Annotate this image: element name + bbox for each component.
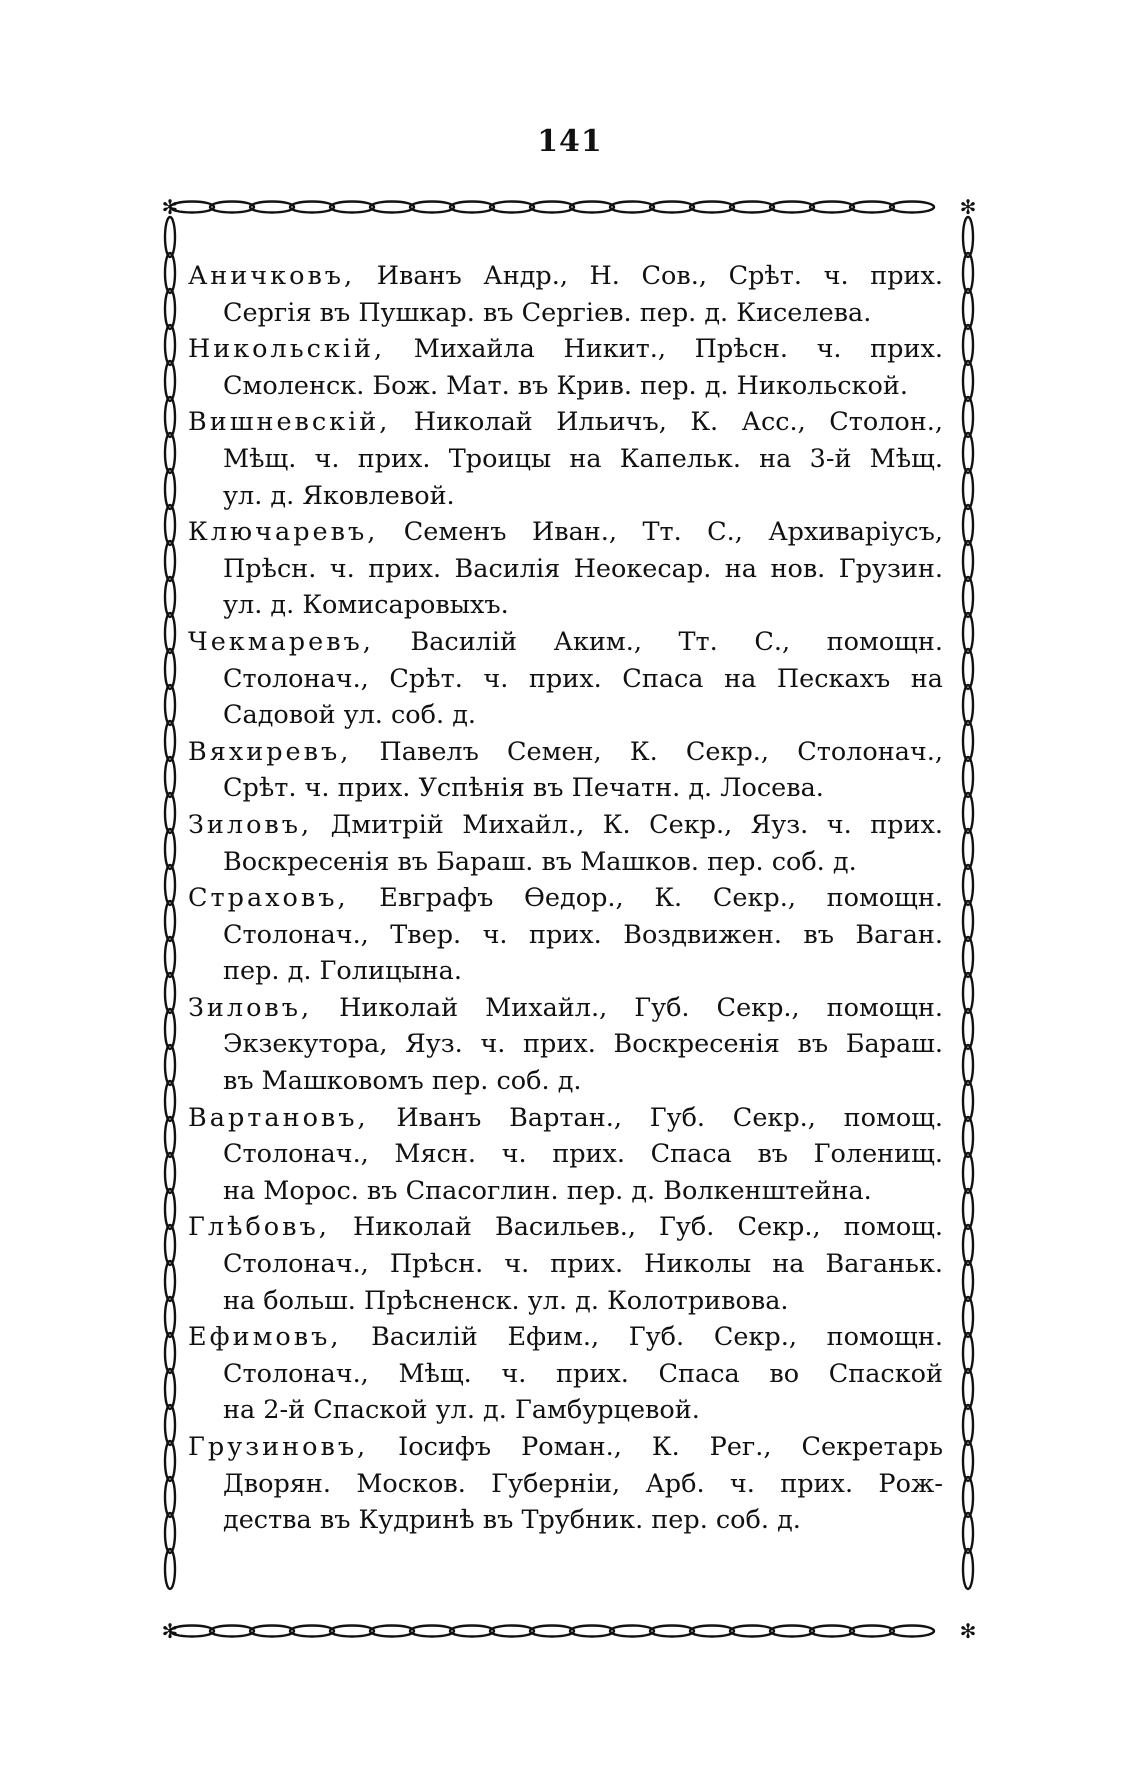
border-link bbox=[963, 613, 973, 653]
border-link bbox=[963, 757, 973, 797]
border-link bbox=[850, 1626, 894, 1637]
border-link bbox=[165, 289, 175, 329]
directory-entry bbox=[188, 514, 943, 624]
border-link bbox=[165, 577, 175, 617]
directory-entry bbox=[188, 258, 943, 331]
border-link bbox=[450, 1626, 494, 1637]
border-link bbox=[165, 1117, 175, 1157]
border-link bbox=[370, 1626, 414, 1637]
border-link bbox=[165, 613, 175, 653]
border-link bbox=[165, 973, 175, 1013]
border-link bbox=[810, 1626, 854, 1637]
entry-surname: Страховъ, bbox=[188, 883, 349, 914]
border-link bbox=[810, 202, 854, 213]
entry-details: Михайла Никит., Прѣсн. ч. прих. bbox=[385, 334, 943, 365]
border-link bbox=[165, 325, 175, 365]
border-link bbox=[165, 1153, 175, 1193]
corner-star-icon: ✻ bbox=[161, 195, 179, 219]
border-link bbox=[165, 1405, 175, 1445]
entry-continuation-line: Столонач., Мясн. ч. прих. Спаса въ Голенищ. bbox=[223, 1139, 943, 1170]
border-link bbox=[963, 1549, 973, 1589]
border-link bbox=[963, 973, 973, 1013]
border-link bbox=[963, 505, 973, 545]
entry-continuation-line: Экзекутора, Яуз. ч. прих. Воскресенія въ Бараш. bbox=[223, 1029, 943, 1060]
border-link bbox=[165, 469, 175, 509]
border-link bbox=[963, 937, 973, 977]
border-link bbox=[165, 1261, 175, 1301]
border-link bbox=[963, 1441, 973, 1481]
entry-surname: Чекмаревъ, bbox=[188, 626, 374, 657]
entry-continuation-line: Мѣщ. ч. прих. Троицы на Капельк. на 3-й Мѣщ. bbox=[223, 443, 943, 474]
directory-entry bbox=[188, 404, 943, 514]
entry-continuation-line: на больш. Прѣсненск. ул. д. Колотривова. bbox=[223, 1285, 789, 1316]
corner-star-icon: ✻ bbox=[959, 195, 977, 219]
entry-surname: Вяхиревъ, bbox=[188, 736, 352, 767]
border-link bbox=[963, 1297, 973, 1337]
border-link bbox=[963, 793, 973, 833]
border-link bbox=[165, 505, 175, 545]
border-link bbox=[963, 361, 973, 401]
border-link bbox=[165, 1549, 175, 1589]
border-link bbox=[890, 202, 934, 213]
border-link bbox=[165, 1333, 175, 1373]
entry-details: Николай Ильичъ, К. Асс., Столон., bbox=[390, 407, 943, 438]
border-link bbox=[210, 1626, 254, 1637]
entry-details: Семенъ Иван., Тт. С., Архиваріусъ, bbox=[378, 517, 943, 548]
entry-continuation-line: на 2-й Спаской ул. д. Гамбурцевой. bbox=[223, 1395, 700, 1426]
entry-continuation-line: Смоленск. Бож. Мат. въ Крив. пер. д. Никольской. bbox=[223, 370, 908, 401]
entry-details: Павелъ Семен, К. Секр., Столонач., bbox=[351, 736, 943, 767]
entry-details: Василій Ефим., Губ. Секр., помощн. bbox=[341, 1322, 943, 1353]
border-link bbox=[530, 1626, 574, 1637]
border-link bbox=[165, 793, 175, 833]
border-link bbox=[165, 685, 175, 725]
page-number: 141 bbox=[537, 124, 603, 159]
border-link bbox=[690, 1626, 734, 1637]
entry-details: Николай Васильев., Губ. Секр., помощ. bbox=[329, 1212, 943, 1243]
entry-surname: Ключаревъ, bbox=[188, 517, 379, 548]
entry-details: Дмитрій Михайл., К. Секр., Яуз. ч. прих. bbox=[312, 809, 943, 840]
entry-continuation-line: ул. д. Комисаровыхъ. bbox=[223, 590, 509, 621]
border-link bbox=[963, 1045, 973, 1085]
border-link bbox=[963, 721, 973, 761]
entry-first-line bbox=[188, 807, 943, 844]
entry-first-line bbox=[188, 734, 943, 771]
border-link bbox=[165, 217, 175, 257]
directory-entry bbox=[188, 624, 943, 734]
border-link bbox=[963, 397, 973, 437]
border-link bbox=[165, 433, 175, 473]
border-link bbox=[330, 202, 374, 213]
border-link bbox=[165, 901, 175, 941]
border-link bbox=[165, 1045, 175, 1085]
entry-details: Іосифъ Роман., К. Рег., Секретарь bbox=[368, 1432, 943, 1462]
entry-continuation-line: Дворян. Москов. Губерніи, Арб. ч. прих. Рож- bbox=[223, 1468, 943, 1499]
directory-entry bbox=[188, 1209, 943, 1319]
border-link bbox=[963, 433, 973, 473]
border-link bbox=[165, 1441, 175, 1481]
entry-continuation-line: дества въ Кудринѣ въ Трубник. пер. соб. д. bbox=[223, 1505, 801, 1536]
border-link bbox=[963, 217, 973, 257]
entry-first-line bbox=[188, 404, 943, 441]
border-link bbox=[330, 1626, 374, 1637]
border-link bbox=[730, 202, 774, 213]
border-link bbox=[963, 1225, 973, 1265]
border-link bbox=[963, 1117, 973, 1157]
border-link bbox=[165, 865, 175, 905]
entry-first-line bbox=[188, 331, 943, 368]
corner-star-icon: ✻ bbox=[161, 1619, 179, 1643]
border-link bbox=[165, 1369, 175, 1409]
entry-details: Николай Михайл., Губ. Секр., помощн. bbox=[312, 992, 943, 1023]
entry-continuation-line: пер. д. Голицына. bbox=[223, 956, 462, 987]
border-link bbox=[165, 1189, 175, 1229]
entry-surname: Вартановъ, bbox=[188, 1102, 369, 1133]
entry-continuation-line: Столонач., Мѣщ. ч. прих. Спаса во Спаской bbox=[223, 1358, 943, 1389]
entry-surname: Зиловъ, bbox=[188, 992, 313, 1023]
entry-surname: Зиловъ, bbox=[188, 809, 313, 840]
entry-continuation-line: ул. д. Яковлевой. bbox=[223, 480, 455, 511]
border-link bbox=[530, 202, 574, 213]
border-link bbox=[610, 1626, 654, 1637]
entry-continuation-line: Воскресенія въ Бараш. въ Машков. пер. соб. д. bbox=[223, 846, 857, 877]
border-link bbox=[165, 721, 175, 761]
border-link bbox=[963, 1261, 973, 1301]
border-link bbox=[610, 202, 654, 213]
border-link bbox=[963, 685, 973, 725]
directory-entry bbox=[188, 331, 943, 404]
border-link bbox=[165, 1477, 175, 1517]
border-link bbox=[165, 1297, 175, 1337]
border-link bbox=[690, 202, 734, 213]
border-link bbox=[165, 361, 175, 401]
border-link bbox=[410, 202, 454, 213]
border-link bbox=[963, 1081, 973, 1121]
entry-details: Иванъ Андр., Н. Сов., Срѣт. ч. прих. bbox=[355, 261, 943, 291]
border-link bbox=[165, 757, 175, 797]
border-link bbox=[963, 1369, 973, 1409]
border-link bbox=[963, 1405, 973, 1445]
entry-continuation-line: въ Машковомъ пер. соб. д. bbox=[223, 1066, 582, 1097]
entry-first-line bbox=[188, 258, 943, 295]
entry-surname: Глѣбовъ, bbox=[188, 1212, 330, 1243]
entry-first-line bbox=[188, 990, 943, 1027]
entry-surname: Аничковъ, bbox=[188, 261, 356, 291]
directory-entry bbox=[188, 880, 943, 990]
border-link bbox=[165, 1513, 175, 1553]
border-link bbox=[165, 649, 175, 689]
border-link bbox=[250, 1626, 294, 1637]
border-link bbox=[650, 1626, 694, 1637]
border-link bbox=[963, 649, 973, 689]
directory-entry bbox=[188, 1429, 943, 1539]
border-link bbox=[963, 325, 973, 365]
border-link bbox=[250, 202, 294, 213]
border-link bbox=[450, 202, 494, 213]
border-link bbox=[210, 202, 254, 213]
entry-first-line bbox=[188, 880, 943, 917]
entry-first-line bbox=[188, 624, 943, 661]
border-link bbox=[570, 1626, 614, 1637]
border-link bbox=[963, 541, 973, 581]
directory-entry bbox=[188, 734, 943, 807]
entry-continuation-line: Садовой ул. соб. д. bbox=[223, 700, 476, 731]
entry-surname: Вишневскій, bbox=[188, 407, 391, 438]
border-link bbox=[963, 253, 973, 293]
border-link bbox=[165, 1009, 175, 1049]
border-link bbox=[290, 202, 334, 213]
border-link bbox=[963, 577, 973, 617]
border-link bbox=[963, 1189, 973, 1229]
entry-continuation-line: на Морос. въ Спасоглин. пер. д. Волкенштейна. bbox=[223, 1175, 872, 1206]
border-link bbox=[165, 397, 175, 437]
entry-continuation-line: Срѣт. ч. прих. Успѣнія въ Печатн. д. Лосева. bbox=[223, 773, 824, 804]
entry-continuation-line: Столонач., Твер. ч. прих. Воздвижен. въ Ваган. bbox=[223, 919, 943, 950]
border-link bbox=[963, 289, 973, 329]
corner-star-icon: ✻ bbox=[959, 1619, 977, 1643]
border-link bbox=[963, 901, 973, 941]
entry-continuation-line: Сергія въ Пушкар. въ Сергіев. пер. д. Киселева. bbox=[223, 297, 872, 328]
border-link bbox=[410, 1626, 454, 1637]
entry-continuation-line: Столонач., Прѣсн. ч. прих. Николы на Ваганьк. bbox=[223, 1249, 943, 1280]
border-link bbox=[963, 829, 973, 869]
border-link bbox=[770, 1626, 814, 1637]
entry-surname: Грузиновъ, bbox=[188, 1432, 369, 1462]
border-link bbox=[730, 1626, 774, 1637]
border-link bbox=[963, 1153, 973, 1193]
directory-entries bbox=[188, 258, 943, 1539]
border-link bbox=[963, 865, 973, 905]
border-link bbox=[963, 1009, 973, 1049]
border-link bbox=[770, 202, 814, 213]
border-link bbox=[165, 541, 175, 581]
directory-entry bbox=[188, 1319, 943, 1429]
border-link bbox=[490, 202, 534, 213]
border-link bbox=[570, 202, 614, 213]
entry-first-line bbox=[188, 1209, 943, 1246]
directory-entry bbox=[188, 990, 943, 1100]
directory-entry bbox=[188, 807, 943, 880]
entry-continuation-line: Столонач., Срѣт. ч. прих. Спаса на Пескахъ на bbox=[223, 663, 943, 694]
border-link bbox=[850, 202, 894, 213]
entry-surname: Ефимовъ, bbox=[188, 1322, 342, 1353]
border-link bbox=[290, 1626, 334, 1637]
border-link bbox=[165, 253, 175, 293]
directory-entry bbox=[188, 1100, 943, 1210]
entry-details: Евграфъ Ѳедор., К. Секр., помощн. bbox=[348, 883, 943, 914]
border-link bbox=[963, 1513, 973, 1553]
border-link bbox=[890, 1626, 934, 1637]
entry-surname: Никольскій, bbox=[188, 334, 386, 365]
border-link bbox=[370, 202, 414, 213]
border-link bbox=[963, 469, 973, 509]
entry-details: Иванъ Вартан., Губ. Секр., помощ. bbox=[368, 1102, 943, 1133]
border-link bbox=[165, 1225, 175, 1265]
entry-continuation-line: Прѣсн. ч. прих. Василія Неокесар. на нов. Грузин. bbox=[223, 553, 943, 584]
entry-first-line bbox=[188, 1100, 943, 1137]
entry-first-line bbox=[188, 514, 943, 551]
entry-details: Василій Аким., Тт. С., помощн. bbox=[373, 626, 943, 657]
border-link bbox=[963, 1477, 973, 1517]
border-link bbox=[165, 1081, 175, 1121]
border-link bbox=[650, 202, 694, 213]
entry-first-line bbox=[188, 1429, 943, 1466]
entry-first-line bbox=[188, 1319, 943, 1356]
border-link bbox=[490, 1626, 534, 1637]
border-link bbox=[165, 937, 175, 977]
border-link bbox=[165, 829, 175, 869]
border-link bbox=[963, 1333, 973, 1373]
